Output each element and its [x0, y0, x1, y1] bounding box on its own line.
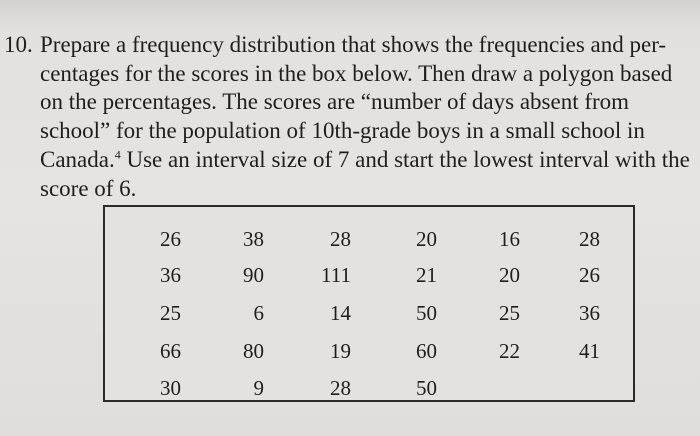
score-cell: 36 — [160, 263, 181, 287]
problem-text — [40, 31, 700, 203]
score-cell: 28 — [330, 376, 351, 400]
score-cell: 80 — [243, 339, 264, 363]
score-cell: 14 — [330, 301, 351, 325]
footnote-marker: 4 — [114, 147, 121, 162]
score-cell: 50 — [416, 301, 437, 325]
score-cell: 19 — [330, 339, 351, 363]
score-cell: 41 — [579, 339, 600, 363]
score-cell: 50 — [416, 376, 437, 400]
score-cell: 30 — [160, 376, 181, 400]
score-cell: 21 — [416, 263, 437, 287]
score-cell: 22 — [499, 339, 520, 363]
score-cell: 28 — [579, 227, 600, 251]
problem-line-5-start: Canada. — [40, 146, 115, 172]
score-cell: 26 — [579, 263, 600, 287]
problem-line-6: score of 6. — [40, 175, 137, 201]
problem-number: 10. — [4, 32, 33, 57]
score-cell: 6 — [253, 301, 264, 325]
score-cell: 90 — [243, 263, 264, 287]
score-cell: 20 — [499, 263, 520, 287]
score-cell: 60 — [416, 339, 437, 363]
score-cell: 28 — [330, 227, 351, 251]
problem-line-2: centages for the scores in the box below. Then draw a polygon based — [40, 60, 673, 86]
score-cell: 111 — [321, 263, 351, 287]
score-cell: 16 — [499, 227, 520, 251]
score-cell: 9 — [253, 376, 264, 400]
score-cell: 38 — [243, 227, 264, 251]
problem-line-4: school” for the population of 10th-grade boys in a small school in — [40, 118, 645, 144]
faded-previous-text — [0, 0, 700, 22]
score-cell: 66 — [160, 339, 181, 363]
score-cell: 20 — [416, 227, 437, 251]
problem-line-3: on the percentages. The scores are “number of days absent from — [40, 89, 630, 115]
score-cell: 36 — [579, 301, 600, 325]
scores-box — [103, 205, 635, 402]
problem-line-5-end: Use an interval size of 7 and start the lowest interval with the — [126, 146, 690, 172]
problem-line-1: Prepare a frequency distribution that shows the frequencies and per- — [40, 32, 667, 57]
score-cell: 26 — [160, 227, 181, 251]
problem-line-5 — [40, 146, 700, 175]
score-cell: 25 — [499, 301, 520, 325]
score-cell: 25 — [160, 301, 181, 325]
